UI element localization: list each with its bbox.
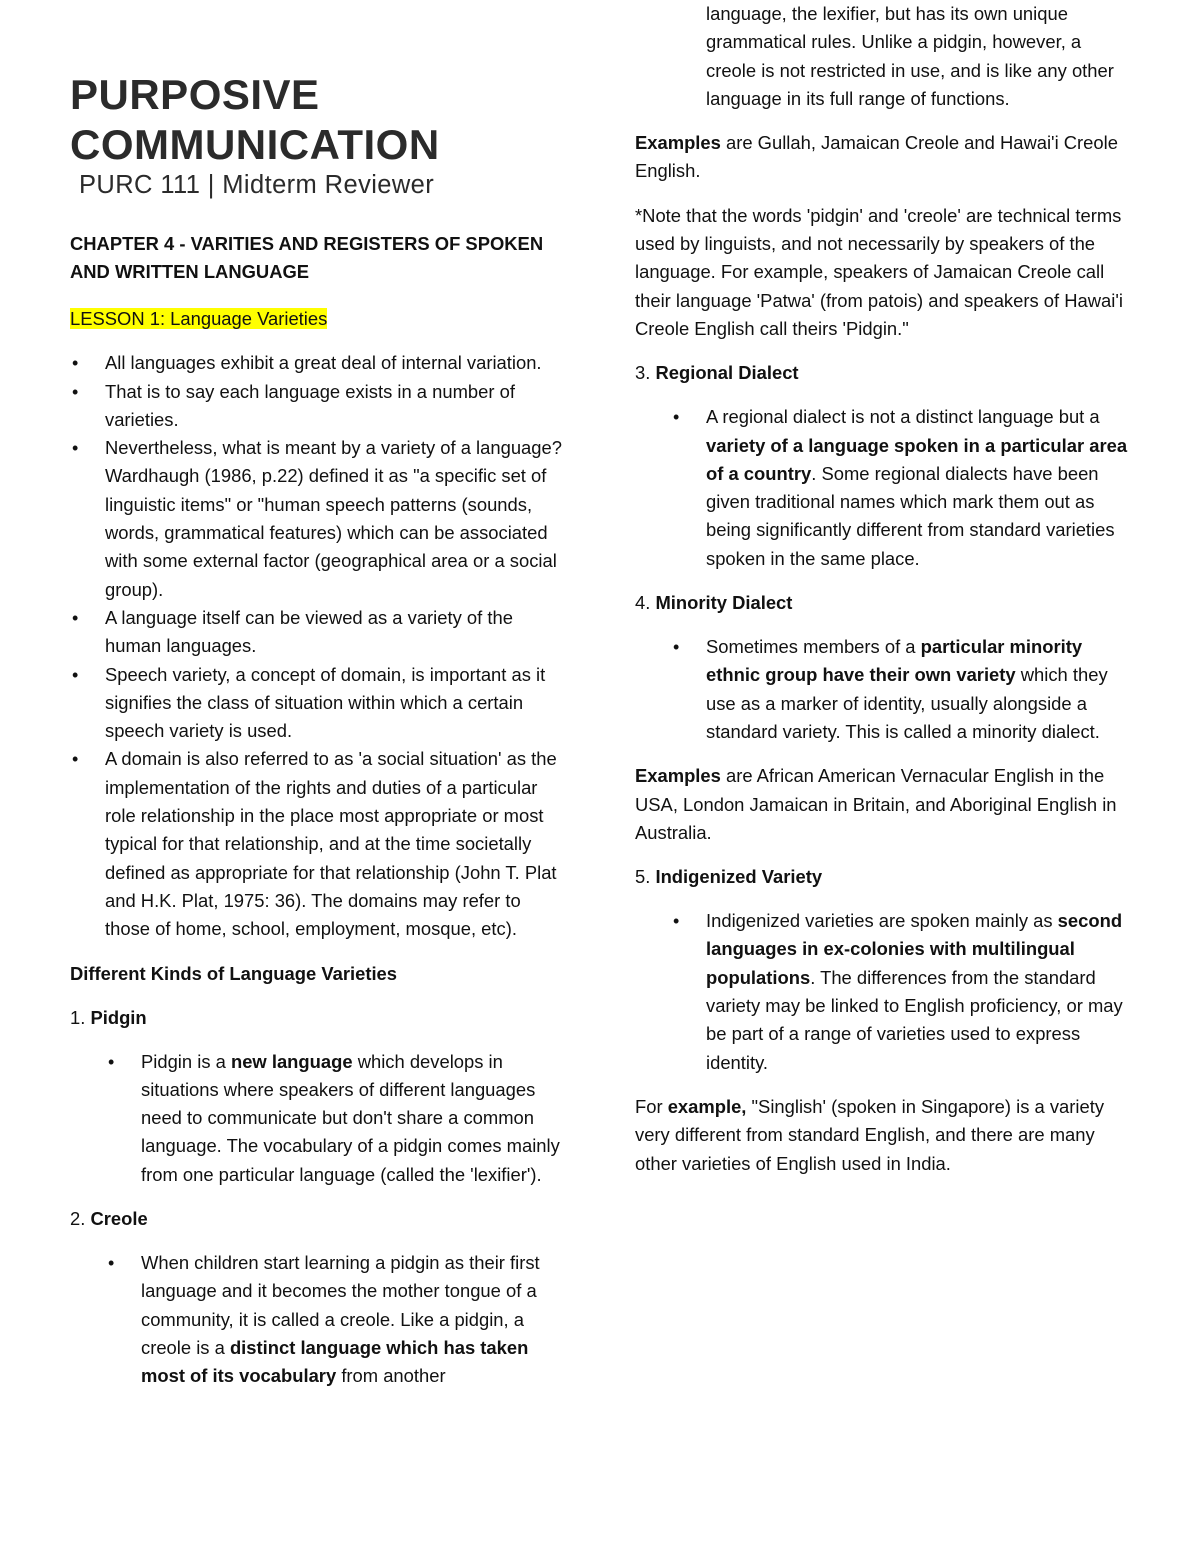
list-item: • Nevertheless, what is meant by a variety of a language? Wardhaugh (1986, p.22) defined it as "a specific set of linguistic items" or "human speech patterns (sounds, words, grammatical features) which can be associated with some external factor (geographical area or a social group). bbox=[70, 434, 570, 604]
regional-dialect-heading bbox=[635, 359, 1135, 387]
left-column bbox=[70, 0, 570, 1391]
list-item bbox=[106, 1048, 570, 1189]
list-item: • All languages exhibit a great deal of internal variation. bbox=[70, 349, 570, 377]
intro-bullet-list bbox=[70, 349, 570, 943]
bold-text: example, bbox=[667, 1095, 747, 1117]
section-number: 4. bbox=[635, 592, 651, 614]
kinds-heading: Different Kinds of Language Varieties bbox=[70, 962, 398, 984]
section-title: Indigenized Variety bbox=[655, 866, 823, 888]
lesson-label: LESSON 1: Language Varieties bbox=[70, 308, 328, 329]
bold-text: variety of a language spoken in a particular area of a country bbox=[706, 434, 1128, 484]
text-run: When children start learning a pidgin as their first language and it becomes the mother tongue of a community, it is called a creole. Like a pidgin, a creole is a bbox=[141, 1252, 540, 1358]
section-title: Pidgin bbox=[90, 1006, 147, 1028]
text-run: Sometimes members of a bbox=[706, 636, 921, 658]
document-subtitle: PURC 111 | Midterm Reviewer bbox=[79, 171, 435, 199]
text-run: . Some regional dialects have been given traditional names which mark them out as being significantly different from standard varieties spoken in the same place. bbox=[706, 462, 1115, 569]
creole-examples bbox=[635, 129, 1135, 186]
minority-dialect-heading bbox=[635, 589, 1135, 617]
list-item: • That is to say each language exists in a number of varieties. bbox=[70, 378, 570, 435]
indigenized-example bbox=[635, 1093, 1135, 1178]
section-title: Regional Dialect bbox=[655, 362, 799, 384]
list-item bbox=[671, 907, 1135, 1077]
section-number: 1. bbox=[70, 1006, 86, 1028]
list-item bbox=[671, 403, 1135, 573]
text-run: are African American Vernacular English in the USA, London Jamaican in Britain, and Aboriginal English in Australia. bbox=[635, 765, 1117, 843]
text-run: Pidgin is a bbox=[141, 1050, 231, 1072]
bold-text: Examples bbox=[635, 765, 721, 787]
text-run: which develops in situations where speakers of different languages need to communicate but don't share a common language. The vocabulary of a pidgin comes mainly from one particular language (called the 'lexifier'). bbox=[141, 1050, 560, 1185]
section-number: 3. bbox=[635, 362, 651, 384]
text-run: are Gullah, Jamaican Creole and Hawai'i Creole English. bbox=[635, 132, 1118, 182]
list-item: • A domain is also referred to as 'a social situation' as the implementation of the rights and duties of a particular role relationship in the place most appropriate or most typical for that relationship, and at the time societally defined as appropriate for that relationship (John T. Plat and H.K. Plat, 1975: 36). The domains may refer to those of home, school, employment, mosque, etc). bbox=[70, 745, 570, 943]
bold-text: particular minority ethnic group have their own variety bbox=[706, 636, 1083, 686]
regional-bullet-list bbox=[671, 403, 1135, 573]
text-run: Indigenized varieties are spoken mainly as bbox=[706, 910, 1058, 932]
section-title: Minority Dialect bbox=[655, 592, 793, 614]
bold-text: new language bbox=[230, 1050, 353, 1072]
text-run: which they use as a marker of identity, usually alongside a standard variety. This is called a minority dialect. bbox=[706, 664, 1108, 742]
text-run: A regional dialect is not a distinct language but a bbox=[706, 406, 1100, 428]
list-item: • A language itself can be viewed as a variety of the human languages. bbox=[70, 604, 570, 661]
section-number: 2. bbox=[70, 1208, 86, 1230]
creole-bullet-list bbox=[106, 1249, 570, 1390]
list-item bbox=[671, 633, 1135, 746]
pidgin-heading bbox=[70, 1004, 570, 1032]
minority-bullet-list bbox=[671, 633, 1135, 746]
indigenized-bullet-list bbox=[671, 907, 1135, 1077]
creole-note: *Note that the words 'pidgin' and 'creole' are technical terms used by linguists, and not necessarily by speakers of the language. For example, speakers of Jamaican Creole call their language 'Patwa' (from patois) and speakers of Hawai'i Creole English call theirs 'Pidgin." bbox=[635, 204, 1123, 339]
text-run: For bbox=[635, 1095, 668, 1117]
right-column bbox=[635, 0, 1135, 1178]
chapter-heading: CHAPTER 4 - VARITIES AND REGISTERS OF SPOKEN AND WRITTEN LANGUAGE bbox=[70, 233, 544, 282]
pidgin-bullet-list bbox=[106, 1048, 570, 1189]
minority-examples bbox=[635, 762, 1135, 847]
bold-text: Examples bbox=[635, 132, 721, 154]
section-title: Creole bbox=[90, 1208, 148, 1230]
list-item bbox=[106, 1249, 570, 1390]
text-run: . The differences from the standard variety may be linked to English proficiency, or may be part of a range of varieties used to express identity. bbox=[706, 966, 1123, 1073]
creole-heading bbox=[70, 1205, 570, 1233]
lesson-heading bbox=[70, 305, 570, 333]
list-item: • Speech variety, a concept of domain, is important as it signifies the class of situation within which a certain speech variety is used. bbox=[70, 661, 570, 746]
bold-text: second languages in ex-colonies with multilingual populations bbox=[706, 910, 1123, 988]
text-run: "Singlish' (spoken in Singapore) is a variety very different from standard English, and there are many other varieties of English used in India. bbox=[635, 1095, 1105, 1174]
indigenized-variety-heading bbox=[635, 863, 1135, 891]
document-title: PURPOSIVE COMMUNICATION bbox=[70, 71, 440, 168]
creole-continued-text: language, the lexifier, but has its own unique grammatical rules. Unlike a pidgin, however, a creole is not restricted in use, and is like any other language in its full range of functions. bbox=[706, 3, 1114, 109]
bold-text: distinct language which has taken most of its vocabulary bbox=[141, 1336, 529, 1387]
section-number: 5. bbox=[635, 866, 651, 888]
text-run: from another bbox=[336, 1365, 446, 1387]
